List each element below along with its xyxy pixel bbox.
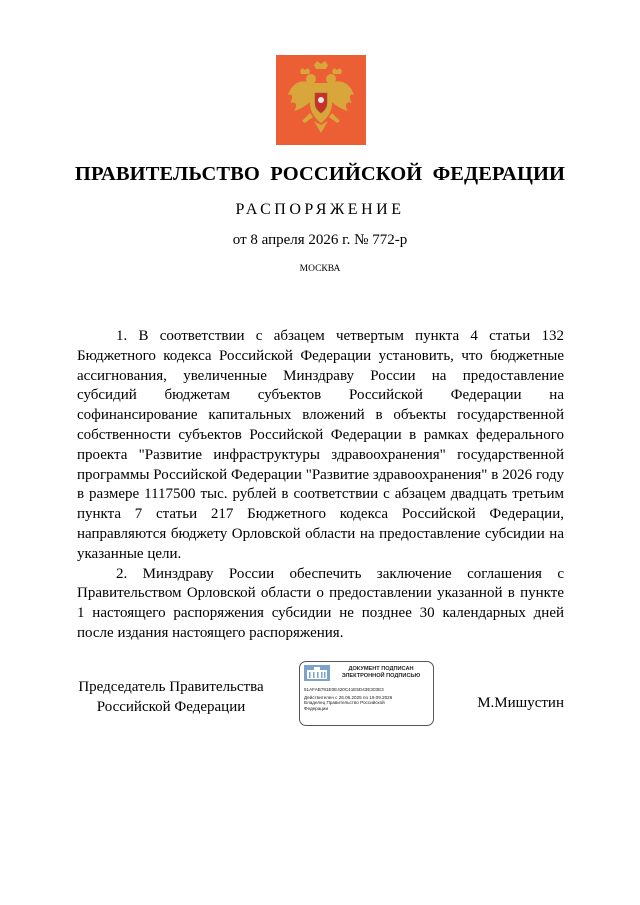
stamp-certificate: 51AFAB781E0E420C41E5D43E303E3 [304,687,384,692]
document-date-number: от 8 апреля 2026 г. № 772-р [232,232,408,248]
document-body [77,327,564,644]
stamp-title-line-1: ДОКУМЕНТ ПОДПИСАН [348,666,414,672]
electronic-signature-stamp [299,661,434,726]
signatory-position-line-2: Российской Федерации [96,699,246,715]
signatory-position [71,677,271,717]
stamp-owner-line-2: Федерации [304,705,329,711]
document-city: МОСКВА [299,264,341,274]
stamp-title-line-2: ЭЛЕКТРОННОЙ ПОДПИСЬЮ [341,673,421,679]
government-building-icon [304,665,330,681]
coat-of-arms-icon [276,55,366,145]
document-type: РАСПОРЯЖЕНИЕ [235,201,405,218]
paragraph-1: 1. В соответствии с абзацем четвертым пункта 4 статьи 132 Бюджетного кодекса Российской Федерации установить, что бюджетные ассигнования, увеличенные Минздраву России на предоставление субсидий бюджетам субъектов Российской Федерации на софинансирование капитальных вложений в объекты государственной собственности субъектов Российской Федерации в рамках федерального проекта "Развитие инфраструктуры здравоохранения" государственной программы Российской Федерации "Развитие здравоохранения" в 2026 году в размере 1117500 тыс. рублей в соответствии с абзацем двадцать третьим пункта 7 статьи 217 Бюджетного кодекса Российской Федерации, направляются бюджету Орловской области на предоставление субсидии на указанные цели. [77,328,564,562]
stamp-owner-line-1: Владелец Правительство Российской [304,700,385,705]
signatory-position-line-1: Председатель Правительства [78,679,264,695]
paragraph-2: 2. Минздраву России обеспечить заключение соглашения с Правительством Орловской области о предоставлении указанной в пункте 1 настоящего распоряжения субсидии не позднее 30 календарных дней после издания настоящего распоряжения. [77,565,564,641]
stamp-validity: Действителен с 26.06.2025 по 19.09.2026 [304,695,393,700]
stamp-title [333,666,429,680]
government-title: ПРАВИТЕЛЬСТВО РОССИЙСКОЙ ФЕДЕРАЦИИ [74,163,566,185]
signatory-name: М.Мишустин [477,695,564,711]
